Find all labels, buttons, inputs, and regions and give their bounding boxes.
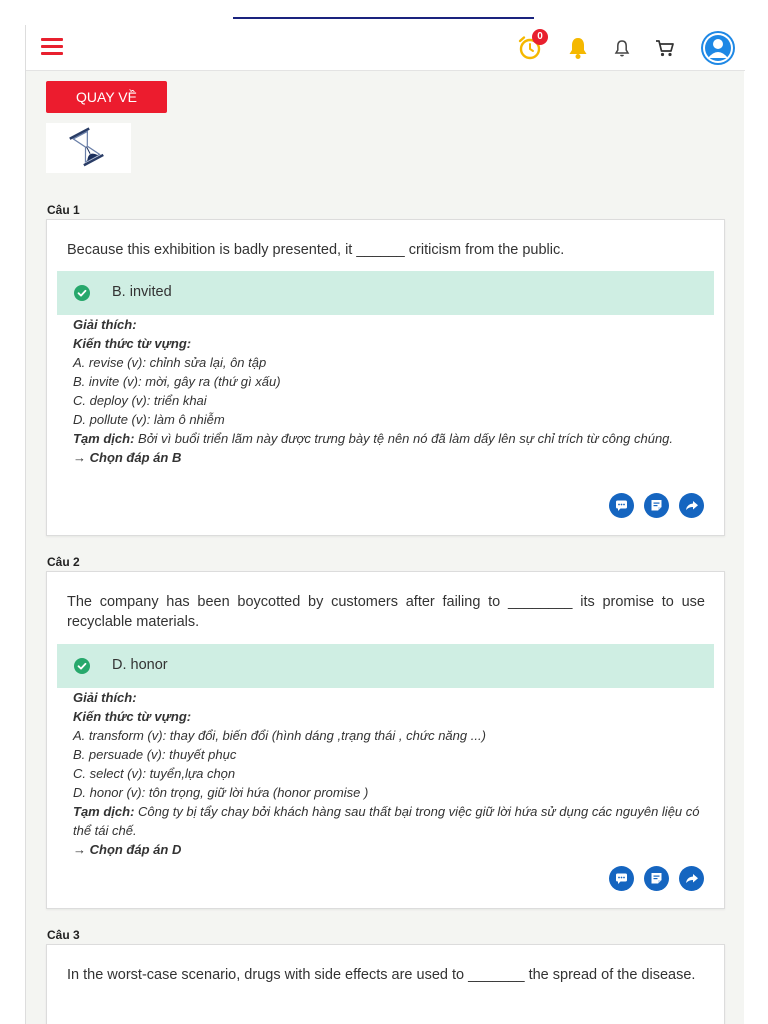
option-line: A. transform (v): thay đổi, biến đổi (hình dáng ,trạng thái , chức năng ...) (73, 728, 486, 743)
alarm-badge: 0 (532, 29, 548, 45)
question-label: Câu 3 (47, 928, 80, 942)
answer-text: D. honor (112, 657, 168, 673)
correct-answer[interactable] (57, 271, 714, 315)
note-icon[interactable] (644, 493, 669, 518)
cart-icon[interactable] (652, 35, 678, 61)
check-icon (74, 285, 90, 301)
option-line: D. honor (v): tôn trọng, giữ lời hứa (honor promise ) (73, 785, 369, 800)
translate-text: Công ty bị tẩy chay bởi khách hàng sau thất bại trong việc giữ lời hứa sử dụng các nguyên liệu có thể tái chế. (73, 804, 700, 838)
back-button[interactable]: QUAY VỀ (46, 81, 167, 113)
app-container (25, 25, 744, 1024)
menu-icon[interactable] (41, 38, 63, 56)
conclusion: → Chọn đáp án B (73, 450, 182, 465)
option-line: A. revise (v): chỉnh sửa lại, ôn tập (73, 355, 267, 370)
hourglass-image (46, 123, 131, 173)
answer-text: B. invited (112, 284, 172, 300)
top-divider-line (233, 17, 534, 19)
comment-icon[interactable] (609, 866, 634, 891)
explain-title: Giải thích: (73, 317, 137, 332)
alarm-clock-icon[interactable] (517, 31, 543, 61)
option-line: C. select (v): tuyển,lựa chọn (73, 766, 236, 781)
top-header (26, 25, 745, 71)
option-line: D. pollute (v): làm ô nhiễm (73, 412, 225, 427)
conclusion: → Chọn đáp án D (73, 842, 182, 857)
check-icon (74, 658, 90, 674)
correct-answer[interactable] (57, 644, 714, 688)
question-label: Câu 2 (47, 555, 80, 569)
share-icon[interactable] (679, 866, 704, 891)
translate-label: Tạm dịch: (73, 431, 135, 446)
explanation (73, 315, 713, 467)
explanation (73, 688, 713, 859)
action-buttons (609, 493, 704, 519)
option-line: C. deploy (v): triển khai (73, 393, 207, 408)
vocab-title: Kiến thức từ vựng: (73, 709, 192, 724)
translate-text: Bởi vì buổi triển lãm này được trưng bày tệ nên nó đã làm dấy lên sự chỉ trích từ công chúng. (134, 431, 674, 446)
bell-filled-icon[interactable] (565, 35, 591, 61)
action-buttons (609, 866, 704, 892)
bell-outline-icon[interactable] (609, 35, 635, 61)
share-icon[interactable] (679, 493, 704, 518)
translate-label: Tạm dịch: (73, 804, 135, 819)
translation (73, 802, 713, 840)
question-card (46, 571, 725, 909)
question-card (46, 219, 725, 536)
vocab-title: Kiến thức từ vựng: (73, 336, 192, 351)
user-avatar[interactable] (701, 31, 735, 65)
explain-title: Giải thích: (73, 690, 137, 705)
question-text: The company has been boycotted by customers after failing to ________ its promise to use recyclable materials. (67, 594, 705, 630)
comment-icon[interactable] (609, 493, 634, 518)
option-line: B. persuade (v): thuyết phục (73, 747, 237, 762)
question-text: Because this exhibition is badly presented, it ______ criticism from the public. (67, 242, 565, 258)
option-line: B. invite (v): mời, gây ra (thứ gì xấu) (73, 374, 281, 389)
question-text: In the worst-case scenario, drugs with side effects are used to _______ the spread of the disease. (67, 967, 696, 983)
translation (73, 429, 713, 448)
question-label: Câu 1 (47, 203, 80, 217)
question-card (46, 944, 725, 1024)
note-icon[interactable] (644, 866, 669, 891)
